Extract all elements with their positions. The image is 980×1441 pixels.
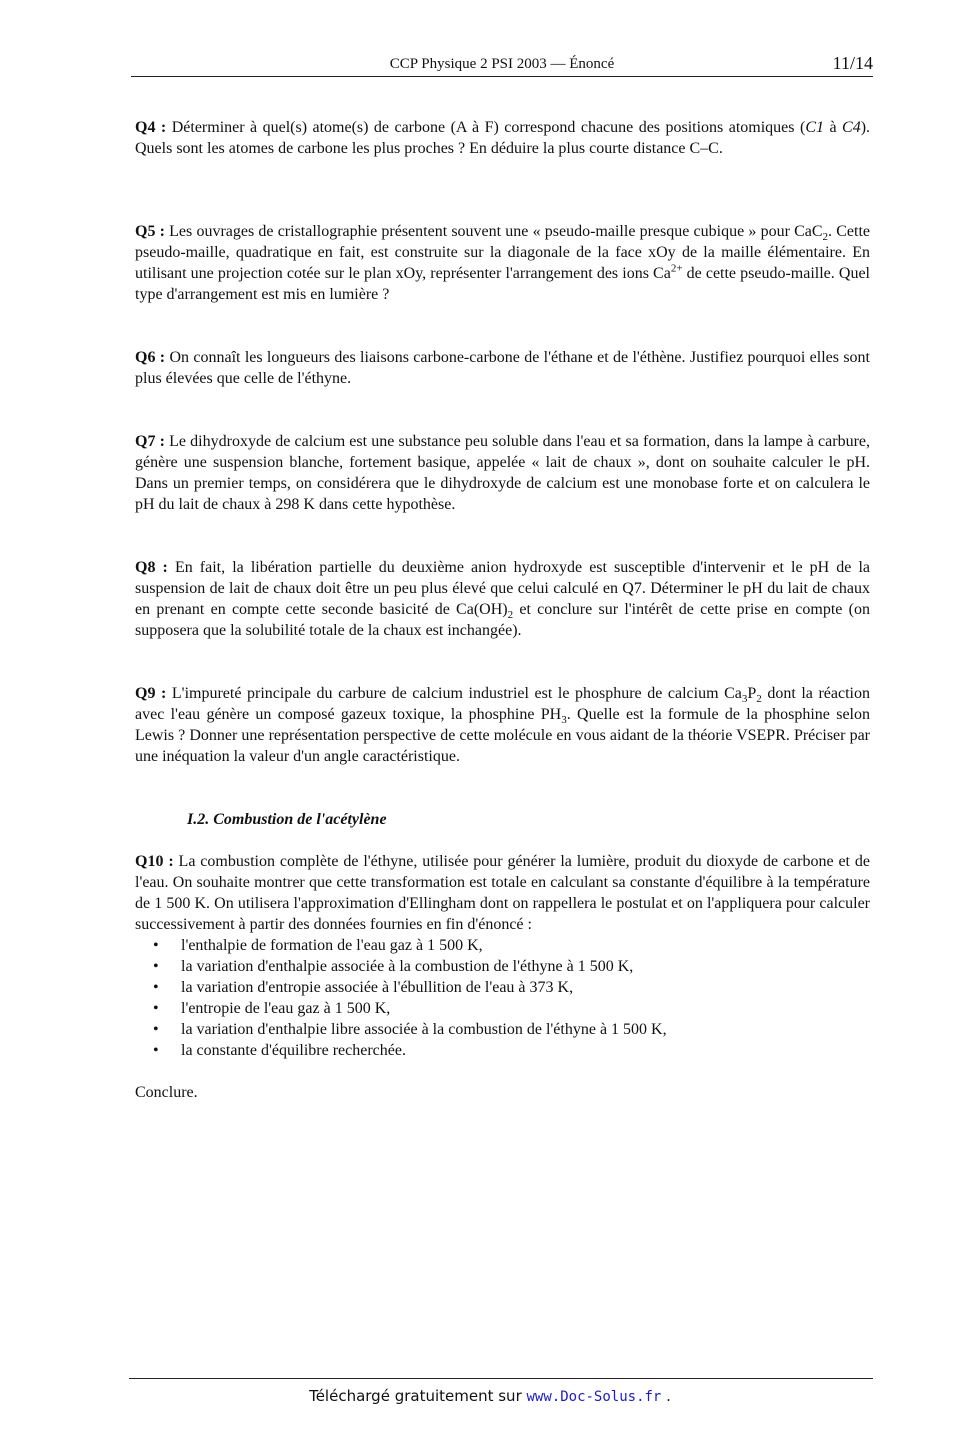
page-footer (0, 1387, 980, 1405)
q4-text-3: ). Quels sont les atomes de carbone les plus proches ? En déduire la plus courte distance C–C. (135, 119, 871, 157)
q5-text-1: Les ouvrages de cristallographie présentent souvent une « pseudo-maille presque cubique » pour CaC (164, 223, 823, 240)
q9-text-1: L'impureté principale du carbure de calcium industriel est le phosphure de calcium Ca (166, 685, 742, 702)
q6-label: Q6 : (135, 349, 166, 366)
q8-text-1: En fait, la libération partielle du deuxième anion hydroxyde est susceptible d'intervenir et le pH de la suspension de lait de chaux doit être un peu plus élevé que celui calculé en Q7. Déterminer le pH du lait de chaux en prenant en compte cette seconde basicité de Ca(OH) (135, 559, 870, 618)
page-header (131, 52, 873, 77)
q4-text-1: Déterminer à quel(s) atome(s) de carbone (A à F) correspond chacune des positions atomiques ( (166, 119, 806, 136)
q9-text-2: P (747, 685, 757, 702)
q5-text-2: . Cette pseudo-maille, quadratique en fait, est construite sur la diagonale de la face xOy de la maille élémentaire. En utilisant une projection cotée sur le plan xOy, représenter l'arrangement des ions Ca (135, 223, 871, 282)
page-number: 11/14 (832, 53, 873, 73)
q4-text-2: à (823, 119, 843, 136)
conclusion: Conclure. (135, 1084, 198, 1101)
question-q6 (135, 347, 870, 389)
list-item: • la variation d'entropie associée à l'ébullition de l'eau à 373 K, (135, 977, 870, 998)
q9-label: Q9 : (135, 685, 167, 702)
q6-text: On connaît les longueurs des liaisons carbone-carbone de l'éthane et de l'éthène. Justifiez pourquoi elles sont plus élevées que celle de l'éthyne. (135, 349, 870, 387)
q7-label: Q7 : (135, 433, 165, 450)
list-item: • la variation d'enthalpie libre associée à la combustion de l'éthyne à 1 500 K, (135, 1019, 870, 1040)
q5-sup-1: 2+ (670, 262, 683, 275)
footer-text: Téléchargé gratuitement sur (309, 1387, 527, 1405)
q7-text: Le dihydroxyde de calcium est une substance peu soluble dans l'eau et sa formation, dans la lampe à carbure, génère une suspension blanche, fortement basique, appelée « lait de chaux », dont on souhaite calculer le pH. Dans un premier temps, on considérera que le dihydroxyde de calcium est une monobase forte et on calculera le pH du lait de chaux à 298 K dans cette hypothèse. (135, 433, 870, 513)
q9-sub-1: 3 (741, 693, 748, 706)
question-q9 (135, 683, 870, 767)
question-q4 (135, 117, 870, 159)
section-title: I.2. Combustion de l'acétylène (187, 811, 387, 828)
q8-sub-1: 2 (507, 609, 514, 622)
question-q7 (135, 431, 870, 515)
q8-text-2: et conclure sur l'intérêt de cette prise en compte (on supposera que la solubilité totale de la chaux est inchangée). (135, 601, 870, 639)
q4-label: Q4 : (135, 119, 167, 136)
list-item: • la constante d'équilibre recherchée. (135, 1040, 870, 1061)
q5-text-3: de cette pseudo-maille. Quel type d'arrangement est mis en lumière ? (135, 265, 870, 303)
question-q10 (135, 851, 870, 1103)
q5-sub-1: 2 (822, 231, 829, 244)
question-q8 (135, 557, 870, 641)
footer-divider (129, 1378, 873, 1379)
q10-text: La combustion complète de l'éthyne, utilisée pour générer la lumière, produit du dioxyde de carbone et de l'eau. On souhaite montrer que cette transformation est totale en calculant sa constante d'équilibre à la température de 1 500 K. On utilisera l'approximation d'Ellingham dont on rappellera le postulat et on l'appliquera pour calculer successivement à partir des données fournies en fin d'énoncé : (135, 853, 870, 933)
footer-link[interactable]: www.Doc-Solus.fr (526, 1389, 662, 1405)
q9-text-4: . Quelle est la formule de la phosphine selon Lewis ? Donner une représentation perspective de cette molécule en vous aidant de la théorie VSEPR. Préciser par une inéquation la valeur d'un angle caractéristique. (135, 706, 870, 765)
q8-label: Q8 : (135, 559, 168, 576)
q9-sub-2: 2 (756, 693, 762, 706)
q4-c1: C1 (805, 119, 824, 136)
list-item: • l'enthalpie de formation de l'eau gaz à 1 500 K, (135, 935, 870, 956)
q10-paragraph (135, 851, 870, 935)
footer-end: . (661, 1387, 671, 1405)
q9-sub-3: 3 (561, 714, 567, 727)
header-title: CCP Physique 2 PSI 2003 — Énoncé (389, 56, 615, 72)
question-q5 (135, 221, 870, 305)
list-item: • l'entropie de l'eau gaz à 1 500 K, (135, 998, 870, 1019)
q9-text-3: dont la réaction avec l'eau génère un composé gazeux toxique, la phosphine PH (135, 685, 871, 723)
q4-c4: C4 (842, 119, 861, 136)
q10-list (135, 935, 870, 1061)
q5-label: Q5 : (135, 223, 165, 240)
q10-label: Q10 : (135, 853, 174, 870)
list-item: • la variation d'enthalpie associée à la combustion de l'éthyne à 1 500 K, (135, 956, 870, 977)
